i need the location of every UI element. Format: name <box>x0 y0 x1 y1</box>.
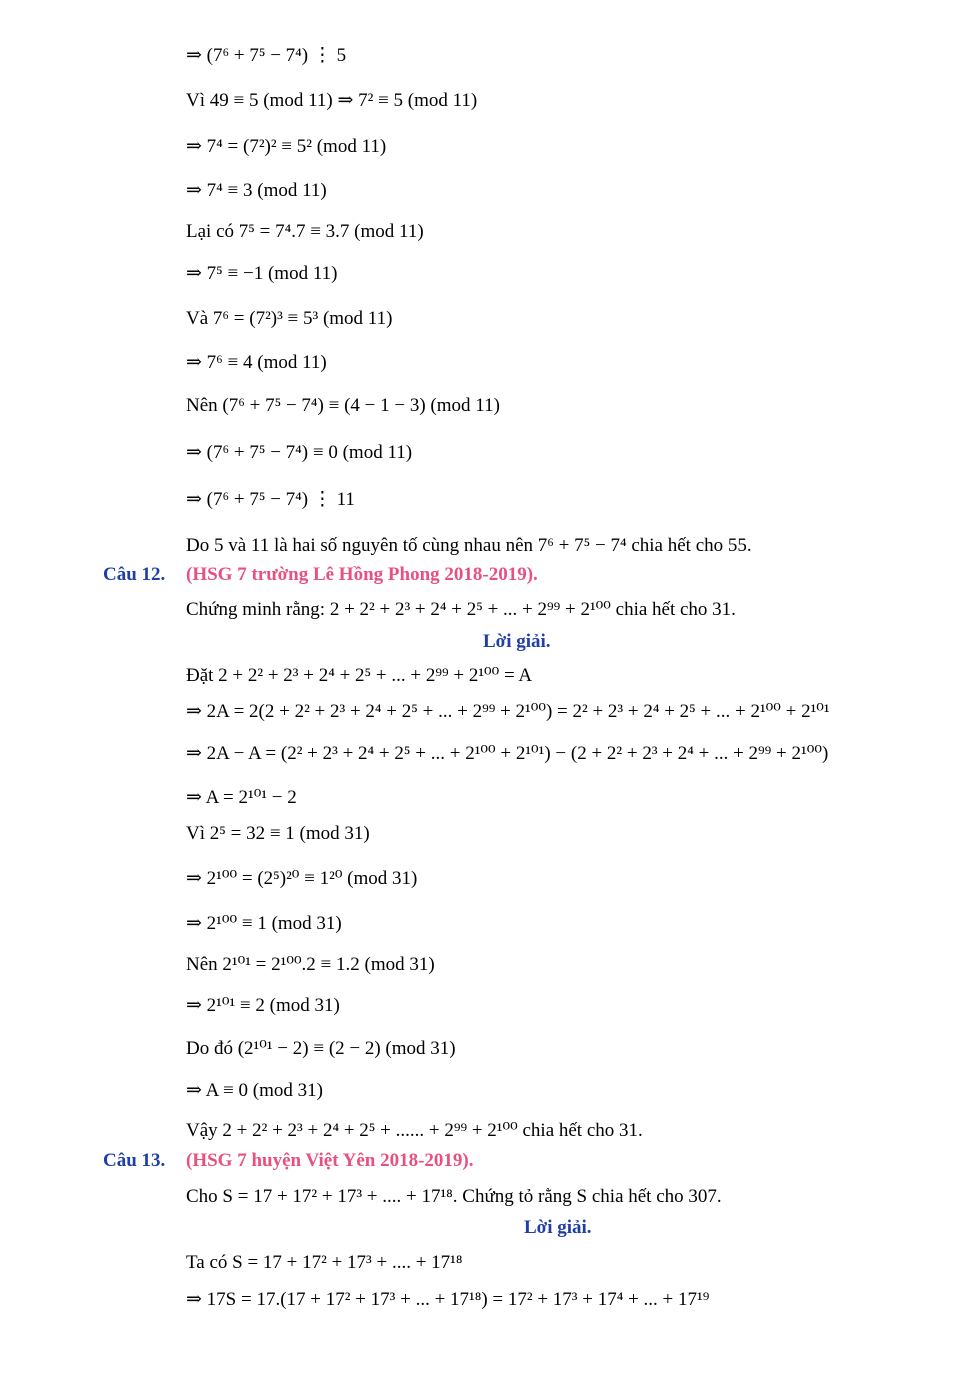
question-statement: Chứng minh rằng: 2 + 2² + 2³ + 2⁴ + 2⁵ + ... + 2⁹⁹ + 2¹⁰⁰ chia hết cho 31. <box>186 599 736 620</box>
question-source: (HSG 7 trường Lê Hồng Phong 2018-2019). <box>186 564 538 585</box>
conclusion-line: Do 5 và 11 là hai số nguyên tố cùng nhau nên 7⁶ + 7⁵ − 7⁴ chia hết cho 55. <box>186 535 752 556</box>
math-line: ⇒ 7⁴ = (7²)² ≡ 5² (mod 11) <box>186 136 387 157</box>
question-statement: Cho S = 17 + 17² + 17³ + .... + 17¹⁸. Chứng tỏ rằng S chia hết cho 307. <box>186 1186 722 1207</box>
math-line: Vì 49 ≡ 5 (mod 11) ⇒ 7² ≡ 5 (mod 11) <box>186 90 478 111</box>
solution-heading: Lời giải. <box>524 1217 592 1238</box>
math-line: Do đó (2¹⁰¹ − 2) ≡ (2 − 2) (mod 31) <box>186 1038 456 1059</box>
math-line: ⇒ (7⁶ + 7⁵ − 7⁴) ⋮ 5 <box>186 45 347 66</box>
math-line: ⇒ 2¹⁰⁰ = (2⁵)²⁰ ≡ 1²⁰ (mod 31) <box>186 868 418 889</box>
math-line: ⇒ 17S = 17.(17 + 17² + 17³ + ... + 17¹⁸) = 17² + 17³ + 17⁴ + ... + 17¹⁹ <box>186 1289 710 1310</box>
conclusion-line: Vậy 2 + 2² + 2³ + 2⁴ + 2⁵ + ...... + 2⁹⁹ + 2¹⁰⁰ chia hết cho 31. <box>186 1120 643 1141</box>
math-line: Nên (7⁶ + 7⁵ − 7⁴) ≡ (4 − 1 − 3) (mod 11) <box>186 395 500 416</box>
question-label: Câu 12. <box>103 564 166 585</box>
math-line: ⇒ 2A = 2(2 + 2² + 2³ + 2⁴ + 2⁵ + ... + 2⁹⁹ + 2¹⁰⁰) = 2² + 2³ + 2⁴ + 2⁵ + ... + 2¹⁰⁰ + 2¹⁰¹ <box>186 701 830 722</box>
question-source: (HSG 7 huyện Việt Yên 2018-2019). <box>186 1150 474 1171</box>
math-line: ⇒ 2A − A = (2² + 2³ + 2⁴ + 2⁵ + ... + 2¹⁰⁰ + 2¹⁰¹) − (2 + 2² + 2³ + 2⁴ + ... + 2⁹⁹ + 2¹⁰⁰) <box>186 743 829 764</box>
math-line: ⇒ (7⁶ + 7⁵ − 7⁴) ≡ 0 (mod 11) <box>186 442 413 463</box>
math-line: ⇒ 2¹⁰⁰ ≡ 1 (mod 31) <box>186 913 342 934</box>
math-line: Vì 2⁵ = 32 ≡ 1 (mod 31) <box>186 823 370 844</box>
math-line: ⇒ A = 2¹⁰¹ − 2 <box>186 787 297 808</box>
math-line: Lại có 7⁵ = 7⁴.7 ≡ 3.7 (mod 11) <box>186 221 424 242</box>
solution-heading: Lời giải. <box>483 631 551 652</box>
math-line: Ta có S = 17 + 17² + 17³ + .... + 17¹⁸ <box>186 1252 463 1273</box>
math-line: ⇒ 7⁵ ≡ −1 (mod 11) <box>186 263 338 284</box>
math-line: Đặt 2 + 2² + 2³ + 2⁴ + 2⁵ + ... + 2⁹⁹ + 2¹⁰⁰ = A <box>186 665 533 686</box>
math-line: ⇒ 7⁴ ≡ 3 (mod 11) <box>186 180 327 201</box>
question-label: Câu 13. <box>103 1150 166 1171</box>
math-line: ⇒ 7⁶ ≡ 4 (mod 11) <box>186 352 327 373</box>
math-line: ⇒ A ≡ 0 (mod 31) <box>186 1080 323 1101</box>
math-line: ⇒ (7⁶ + 7⁵ − 7⁴) ⋮ 11 <box>186 489 355 510</box>
math-line: ⇒ 2¹⁰¹ ≡ 2 (mod 31) <box>186 995 340 1016</box>
math-line: Và 7⁶ = (7²)³ ≡ 5³ (mod 11) <box>186 308 393 329</box>
math-line: Nên 2¹⁰¹ = 2¹⁰⁰.2 ≡ 1.2 (mod 31) <box>186 954 435 975</box>
